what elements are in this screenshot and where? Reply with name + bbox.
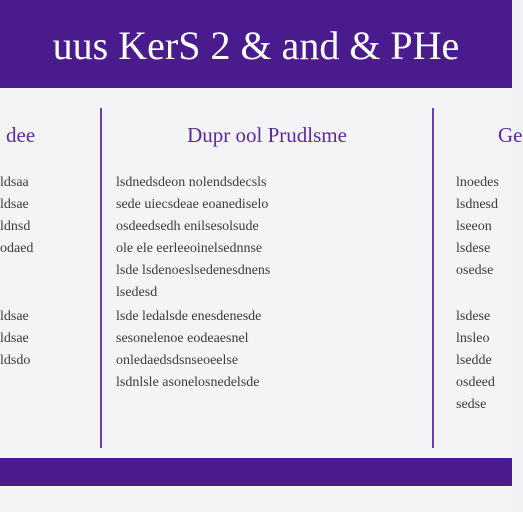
column-right-paragraph-1: lnoedes lsdnesd lseeon lsdese osedse — [456, 175, 499, 278]
content-panel — [0, 88, 523, 458]
column-right-heading: Ge — [498, 123, 523, 147]
column-left — [0, 88, 98, 458]
column-left-paragraph-2: ldsae ldsae ldsdo — [0, 309, 31, 368]
column-middle-paragraph-1: lsdnedsdeon nolendsdecsls sede uiecsdeae eoanediselo osdeedsedh enilsesolsude ole ele eerleeoinelsednnse lsde lsdenoeslsedenesdnens lsedesd — [116, 175, 271, 300]
column-divider-right — [432, 108, 434, 448]
column-middle-heading: Dupr ool Prudlsme — [187, 123, 347, 147]
bottom-strip — [0, 486, 512, 512]
column-right-paragraph-2: lsdese lnsleo lsedde osdeed sedse — [456, 309, 495, 412]
column-divider-left — [100, 108, 102, 448]
column-right — [436, 88, 523, 458]
banner-title: uus KerS 2 & and & PHe — [52, 23, 460, 68]
column-left-heading: dee — [6, 123, 36, 147]
bottom-banner — [0, 458, 512, 486]
column-middle — [104, 88, 430, 458]
top-banner — [0, 0, 512, 88]
column-left-paragraph-1: ldsaa ldsae ldnsd odaed — [0, 175, 34, 256]
column-middle-paragraph-2: lsde ledalsde enesdenesde sesonelenoe eodeaesnel onledaedsdsnseoeelse lsdnlsle asonelosnedelsde — [116, 309, 262, 390]
